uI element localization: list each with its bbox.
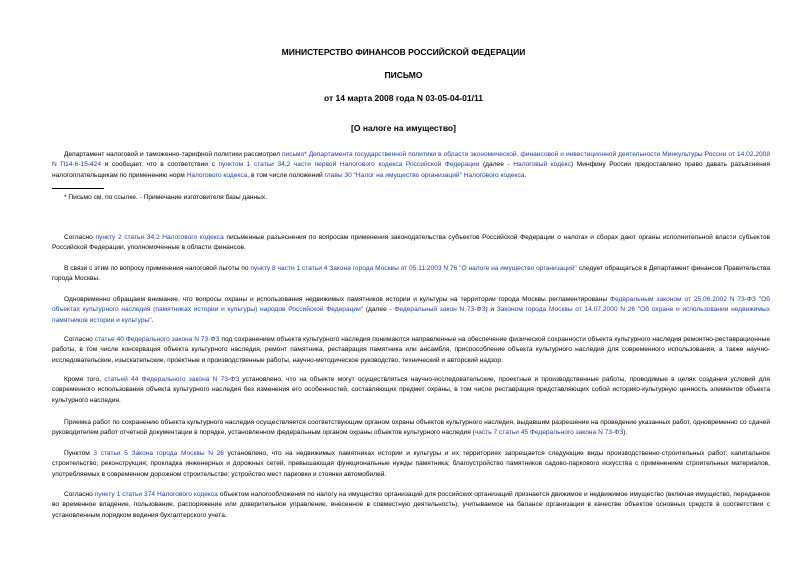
document-subject: [О налоге на имущество]	[351, 123, 456, 133]
link-federal-law-73[interactable]: Федеральным законом от 25.06.2002 N 73-ФЗ "Об объектах культурного наследия (памятниках истории и культуры) народов Российской Федерации"	[52, 296, 770, 314]
footnote-divider	[52, 188, 104, 189]
text: Одновременно обращаем внимание, что вопросы охраны и использования недвижимых памятников истории и культуры на территории города Москвы регламентированы	[64, 296, 610, 303]
paragraph-9	[52, 490, 770, 521]
link-federal-law-73-article-45[interactable]: часть 7 статьи 45 Федерального закона N 73-ФЗ	[474, 429, 624, 437]
text: Приемка работ по сохранению объекта культурного наследия осуществляется соответствующим органом охраны объектов культурного наследия, выдавшим разрешение на проведение указанных работ, одновременно со сдачей руководителем работ отчетной документации в порядке, установленном федеральным органом охраны объектов культурного наследия (	[52, 419, 770, 437]
link-federal-law-73-short[interactable]: Федеральный закон N 73-ФЗ	[394, 306, 486, 314]
link-tax-code[interactable]: Налоговый кодекс	[513, 161, 571, 169]
text: , в том числе положений	[247, 171, 325, 179]
text: Согласно	[64, 336, 95, 343]
paragraph-3	[52, 264, 770, 285]
text: и сообщает, что в соответствии с	[101, 161, 219, 169]
paragraph-8	[52, 449, 770, 480]
text: следует обращаться в Департамент финансов Правительства города Москвы.	[52, 265, 770, 283]
paragraph-5	[52, 335, 770, 366]
text: Пунктом	[64, 450, 94, 457]
text: установлено, что на объекте могут осуществляться научно-исследовательские, проектные и производственные работы, проводимые в целях создания условий для современного использования объекта культурного наследия без изменения его особенностей, составляющих предмет охраны, в том числе реставрация представляющих собой историко-культурную ценность элементов объекта культурного наследия.	[52, 376, 770, 404]
text: ) Минфину России предоставлено право давать разъяснения налогоплательщикам по применению норм	[52, 161, 770, 179]
text: Кроме того,	[64, 376, 105, 383]
text: Согласно	[64, 234, 96, 241]
text: В связи с этим по вопросу применения налоговой льготы по	[64, 265, 251, 272]
link-tax-code[interactable]: Налогового кодекса	[186, 171, 248, 179]
text: (далее -	[479, 161, 514, 169]
link-ministry-letter[interactable]: письмо* Департамента государственной политики в области экономической, финансовой и инвестиционной деятельности Минкультуры России от 14.02.2008 N П14-6-15-424	[52, 151, 770, 169]
text: .	[524, 171, 527, 179]
text: Согласно	[64, 491, 95, 498]
paragraph-6	[52, 375, 770, 406]
link-federal-law-73-article-40[interactable]: статье 40 Федерального закона N 73-ФЗ	[94, 336, 220, 343]
text: .	[151, 316, 154, 324]
text: установлено, что на недвижимых памятниках истории и культуры и их территориях запрещается следующие виды производственно-строительных работ: капитальное строительство; реконструкция; прокладка инженерных и дорожных сетей, превышающая функциональные нужды памятника; благоустройство памятников садово-паркового искусства с применением строительных материалов, употребляемых в современном дорожном строительстве; устройство мест парковки и стоянки автомобилей.	[52, 450, 771, 478]
document-date-number: от 14 марта 2008 года N 03-05-04-01/11	[324, 93, 483, 103]
link-moscow-law-26[interactable]: Законом города Москвы от 14.07.2000 N 26 "Об охране и использовании недвижимых памятников истории и культуры"	[52, 306, 770, 324]
link-moscow-law-76[interactable]: пункту 8 части 1 статьи 4 Закона города Москвы от 05.11.2003 N 76 "О налоге на имущество организаций"	[250, 265, 577, 272]
text: Департамент налоговой и таможенно-тарифной политики рассмотрел	[64, 151, 282, 158]
link-tax-code-chapter-30[interactable]: главы 30 "Налог на имущество организаций" Налогового кодекса	[324, 171, 525, 179]
document-type: ПИСЬМО	[384, 70, 423, 80]
text: объектом налогообложения по налогу на имущество организаций для российских организаций признается движимое и недвижимое имущество (включая имущество, переданное во временное владение, пользование, распоряжение или доверительное управление, внесенное в совместную деятельность), учитываемое на балансе организации в качестве объектов основных средств в соответствии с установленным порядком ведения бухгалтерского учета.	[52, 491, 770, 519]
ministry-title: МИНИСТЕРСТВО ФИНАНСОВ РОССИЙСКОЙ ФЕДЕРАЦИИ	[281, 47, 526, 57]
link-tax-code-article-374[interactable]: пункту 1 статьи 374 Налогового кодекса	[94, 491, 218, 498]
link-tax-code-article[interactable]: пунктом 1 статьи 34.2 части первой Налогового кодекса Российской Федерации	[218, 161, 480, 169]
text: ).	[623, 429, 628, 437]
text: под сохранением объекта культурного наследия понимаются направленные на обеспечение физической сохранности объекта культурного наследия ремонтно-реставрационные работы, в том числе консервация объекта культурного наследия, ремонт памятника, реставрация памятника или ансамбля, приспособление объекта культурного наследия для современного использования, а также научно-исследовательские, изыскательские, проектные и производственные работы, научно-методическое руководство, технический и авторский надзор.	[52, 336, 770, 364]
text: письменные разъяснения по вопросам применения законодательства субъектов Российской Федерации о налогах и сборах дают органы исполнительной власти субъектов Российской Федерации, уполномоченные в области финансов.	[52, 234, 770, 252]
text: ) и	[485, 306, 497, 314]
link-tax-code-article[interactable]: пункту 2 статьи 34.2 Налогового кодекса	[95, 234, 224, 241]
link-moscow-law-26-article-5[interactable]: 3 статьи 5 Закона города Москвы N 26	[93, 450, 224, 457]
link-federal-law-73-article-44[interactable]: статьей 44 Федерального закона N 73-ФЗ	[104, 376, 240, 383]
paragraph-4	[52, 295, 770, 326]
paragraph-2	[52, 233, 770, 254]
text: (далее -	[363, 306, 395, 314]
paragraph-1	[52, 150, 770, 181]
footnote: * Письмо см. по ссылке. - Примечание изготовителя базы данных.	[64, 194, 268, 201]
paragraph-7	[52, 418, 770, 439]
